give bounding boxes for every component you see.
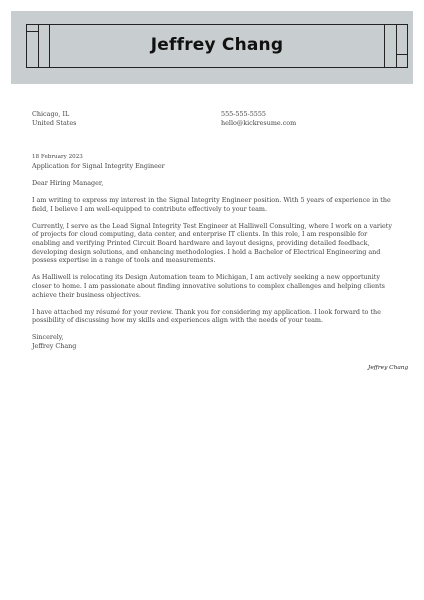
letter-subject: Application for Signal Integrity Engineer (32, 161, 165, 170)
contact-country: United States (32, 119, 77, 127)
header-frame (26, 24, 408, 68)
frame-notch-left (27, 31, 38, 32)
contact-location (32, 110, 76, 128)
letter-body (32, 153, 394, 351)
contact-city: Chicago, IL (32, 110, 70, 118)
letter-closing: Sincerely, (32, 333, 64, 342)
letter-paragraph: I have attached my résumé for your review. Thank you for considering my application. I look forward to the possibility of discussing how my skills and experiences align with the needs of your team. (32, 307, 381, 325)
contact-details (221, 110, 296, 128)
letter-closing-name: Jeffrey Chang (32, 342, 77, 351)
contact-phone: 555-555-5555 (221, 110, 266, 118)
letter-salutation: Dear Hiring Manager, (32, 178, 104, 187)
handwritten-signature: Jeffrey Chang (368, 365, 409, 371)
header-banner (11, 11, 413, 84)
applicant-name: Jeffrey Chang (150, 35, 284, 55)
letter-paragraph: I am writing to express my interest in the Signal Integrity Engineer position. With 5 years of experience in the field, I believe I am well-equipped to contribute effectively to your team. (32, 195, 391, 213)
letter-date: 18 February 2023 (32, 154, 83, 160)
letter-paragraph: As Halliwell is relocating its Design Automation team to Michigan, I am actively seeking a new opportunity closer to home. I am passionate about finding innovative solutions to complex challenges and helping clients achieve their business objectives. (32, 273, 385, 299)
letter-paragraph: Currently, I serve as the Lead Signal Integrity Test Engineer at Halliwell Consulting, where I work on a variety of projects for cloud computing, data center, and enterprise IT clients. In this role, I am responsible for enabling and verifying Printed Circuit Board hardware and layout designs, providing detailed feedback, developing design solutions, and enhancing methodologies. I hold a Bachelor of Electrical Engineering and possess expertise in a range of tools and measurements. (32, 221, 392, 265)
contact-email[interactable]: hello@kickresume.com (221, 119, 297, 127)
